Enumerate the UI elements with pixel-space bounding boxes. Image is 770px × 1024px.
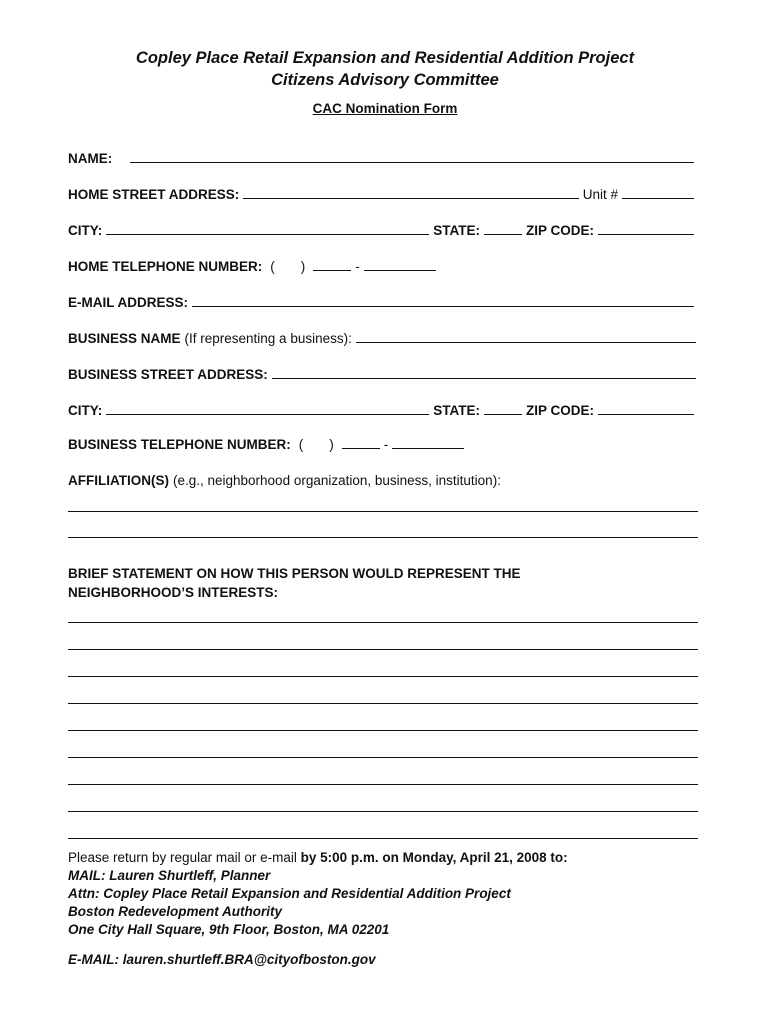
business-city-row	[68, 398, 698, 418]
statement-line[interactable]	[68, 811, 698, 812]
business-zip-field[interactable]	[598, 401, 694, 415]
affiliation-note: (e.g., neighborhood organization, business, institution):	[172, 473, 501, 488]
affiliation-line-2[interactable]	[68, 537, 698, 538]
business-state-label: STATE:	[433, 403, 480, 418]
statement-line[interactable]	[68, 784, 698, 785]
business-city-field[interactable]	[106, 401, 429, 415]
business-street-row	[68, 362, 700, 382]
business-zip-label: ZIP CODE:	[525, 403, 594, 418]
affiliation-line-1[interactable]	[68, 511, 698, 512]
name-field[interactable]	[130, 149, 694, 163]
email-field[interactable]	[192, 293, 694, 307]
business-phone-dash: -	[383, 437, 389, 452]
home-city-row	[68, 218, 698, 238]
business-street-label: BUSINESS STREET ADDRESS:	[68, 367, 268, 382]
return-prefix: Please return by regular mail or e-mail	[68, 850, 297, 865]
business-phone-close-paren: )	[329, 437, 334, 452]
name-row	[68, 146, 698, 166]
home-state-field[interactable]	[484, 221, 522, 235]
email-row	[68, 290, 698, 310]
home-phone-dash: -	[355, 259, 360, 274]
business-phone-number-field[interactable]	[392, 435, 464, 449]
home-street-row	[68, 182, 698, 202]
home-phone-open-paren: (	[270, 259, 275, 274]
statement-line[interactable]	[68, 838, 698, 839]
statement-line[interactable]	[68, 757, 698, 758]
home-city-label: CITY:	[68, 223, 103, 238]
form-title: Copley Place Retail Expansion and Residential Addition Project	[135, 49, 635, 67]
business-phone-open-paren: (	[298, 437, 304, 452]
business-city-label: CITY:	[68, 403, 103, 418]
mail-attn: Attn: Copley Place Retail Expansion and Residential Addition Project	[68, 886, 511, 901]
home-zip-label: ZIP CODE:	[525, 223, 594, 238]
mail-address: One City Hall Square, 9th Floor, Boston, MA 02201	[68, 922, 390, 937]
home-phone-number-field[interactable]	[364, 257, 436, 271]
statement-heading	[68, 564, 708, 602]
home-zip-field[interactable]	[598, 221, 694, 235]
business-phone-label: BUSINESS TELEPHONE NUMBER:	[68, 437, 291, 452]
home-state-label: STATE:	[433, 223, 480, 238]
business-street-field[interactable]	[272, 365, 696, 379]
contact-email[interactable]: E-MAIL: lauren.shurtleff.BRA@cityofboston.gov	[68, 952, 376, 967]
business-name-field[interactable]	[356, 329, 696, 343]
business-name-row	[68, 326, 700, 346]
mail-recipient: MAIL: Lauren Shurtleff, Planner	[68, 868, 271, 883]
home-phone-prefix-field[interactable]	[313, 257, 351, 271]
mail-organization: Boston Redevelopment Authority	[68, 904, 283, 919]
business-phone-row	[68, 432, 698, 452]
form-name: CAC Nomination Form	[312, 101, 458, 116]
home-phone-close-paren: )	[300, 259, 306, 274]
return-instructions	[68, 849, 728, 867]
form-subtitle: Citizens Advisory Committee	[271, 71, 499, 89]
home-street-field[interactable]	[243, 185, 578, 199]
business-name-note: (If representing a business):	[184, 331, 352, 346]
home-street-label: HOME STREET ADDRESS:	[68, 187, 240, 202]
name-label: NAME:	[68, 151, 113, 166]
statement-line[interactable]	[68, 649, 698, 650]
home-phone-label: HOME TELEPHONE NUMBER:	[68, 259, 263, 274]
statement-line[interactable]	[68, 730, 698, 731]
business-phone-prefix-field[interactable]	[342, 435, 380, 449]
business-state-field[interactable]	[484, 401, 522, 415]
statement-line[interactable]	[68, 703, 698, 704]
affiliation-row	[68, 468, 698, 488]
affiliation-label: AFFILIATION(S)	[68, 473, 169, 488]
statement-heading-line-2: NEIGHBORHOOD’S INTERESTS:	[68, 585, 279, 600]
home-phone-row	[68, 254, 698, 274]
home-city-field[interactable]	[106, 221, 429, 235]
unit-label: Unit #	[582, 187, 618, 202]
statement-heading-line-1: BRIEF STATEMENT ON HOW THIS PERSON WOULD REPRESENT THE	[68, 566, 521, 581]
statement-line[interactable]	[68, 622, 698, 623]
return-deadline: by 5:00 p.m. on Monday, April 21, 2008 to:	[300, 850, 568, 865]
business-name-label: BUSINESS NAME	[68, 331, 181, 346]
unit-field[interactable]	[622, 185, 694, 199]
email-label: E-MAIL ADDRESS:	[68, 295, 189, 310]
statement-line[interactable]	[68, 676, 698, 677]
